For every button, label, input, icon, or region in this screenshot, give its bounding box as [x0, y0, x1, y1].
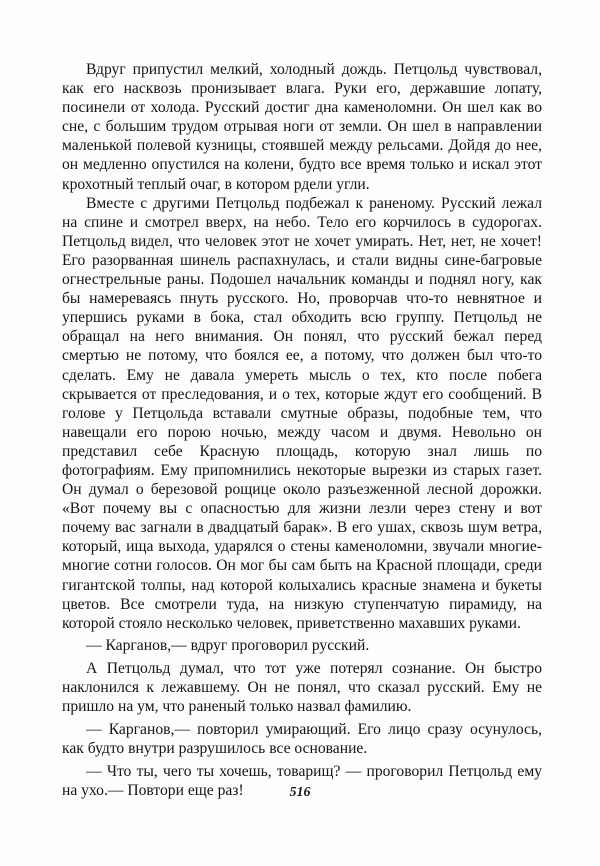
paragraph-2: Вместе с другими Петцольд подбежал к раненому. Русский лежал на спине и смотрел вверх, на небо. Тело его корчилось в судорогах. Петцольд видел, что человек этот не хочет умирать. Нет, нет, не хочет! Его разорванная шинель распахнулась, и стали видны сине-багровые огнестрельные раны. Подошел начальник команды и поднял ногу, как бы намереваясь пнуть русского. Но, проворчав что-то невнятное и упершись руками в бока, стал обходить всю группу. Петцольд не обращал на него внимания. Он понял, что русский бежал перед смертью не потому, что боялся ее, а потому, что должен был что-то сделать. Ему не давала умереть мысль о тех, кто после побега скрывается от преследования, и о тех, которые ждут его сообщений. В голове у Петцольда вставали смутные образы, подобные тем, что навещали его порою ночью, между часом и двумя. Невольно он представил себе Красную площадь, которую знал лишь по фотографиям. Ему припомнились некоторые вырезки из старых газет. Он думал о березовой рощице около разъезженной лесной дорожки. «Вот почему вы с опасностью для жизни лезли через стену и вот почему вас загнали в двадцатый барак». В его ушах, сквозь шум ветра, который, ища выхода, ударялся о стены каменоломни, звучали многие-многие сотни голосов. Он мог бы сам быть на Красной площади, среди гигантской толпы, над которой колыхались красные знамена и букеты цветов. Все смотрели туда, на низкую ступенчатую пирамиду, на которой стояло несколько человек, приветственно махавших руками. [62, 194, 542, 632]
paragraph-4: А Петцольд думал, что тот уже потерял сознание. Он быстро наклонился к лежавшему. Он не понял, что сказал русский. Ему не пришло на ум, что раненый только назвал фамилию. [62, 659, 542, 716]
paragraph-5: — Карганов,— повторил умирающий. Его лицо сразу осунулось, как будто внутри разрушилось все основание. [62, 721, 542, 758]
body-text [62, 60, 542, 801]
paragraph-1: Вдруг припустил мелкий, холодный дождь. Петцольд чувствовал, как его насквозь пронизывает влага. Руки его, державшие лопату, посинели от холода. Русский достиг дна каменоломни. Он шел как во сне, с большим трудом отрывая ноги от земли. Он шел в направлении маленькой полевой кузницы, стоявшей между рельсами. Дойдя до нее, он медленно опустился на колени, будто все время только и искал этот крохотный теплый очаг, в котором рдели угли. [62, 61, 542, 193]
paragraph-3: — Карганов,— вдруг проговорил русский. [86, 636, 370, 654]
page-number: 516 [289, 785, 311, 800]
paragraph-6: — Что ты, чего ты хочешь, товарищ? — проговорил Петцольд ему на ухо.— Повтори еще раз! [62, 763, 542, 800]
